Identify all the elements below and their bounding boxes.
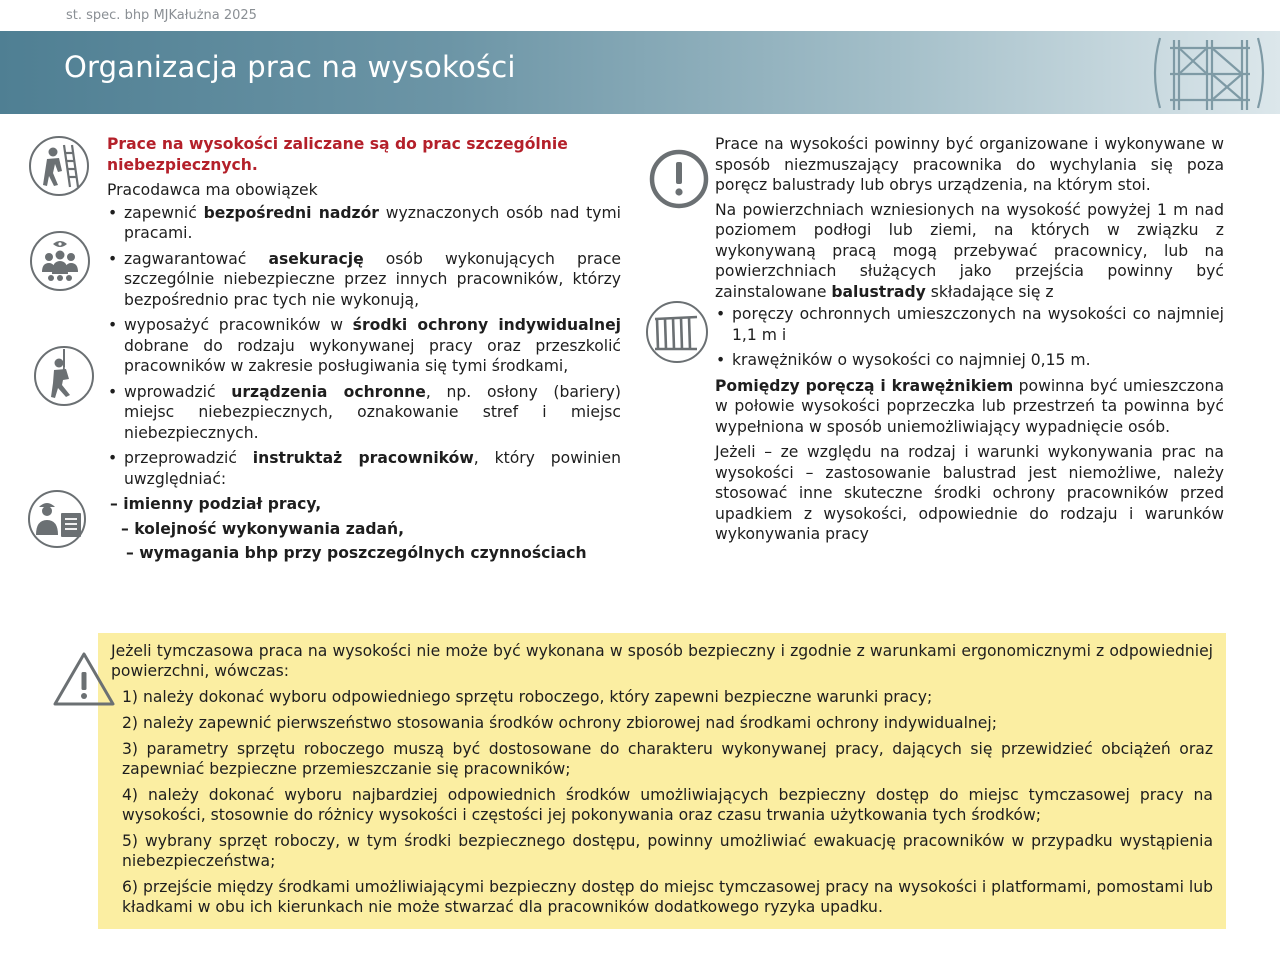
organization-paragraph: Prace na wysokości powinny być organizowane i wykonywane w sposób niezmuszający pracownika do wychylania się poza poręcz balustrady lub obrys urządzenia, na którym stoi.: [715, 135, 1224, 194]
instruction-item: – wymagania bhp przy poszczególnych czynnościach: [126, 544, 587, 562]
box-item: 6) przejście między środkami umożliwiającymi bezpieczny dostęp do miejsc tymczasowej pracy na wysokości i platformami, pomostami lub kładkami w obu ich kierunkach nie może stwarzać dla pracowników dodatkowego ryzyka upadku.: [122, 878, 1213, 916]
list-item: • przeprowadzić instruktaż pracowników, który powinien uwzględniać:: [107, 448, 621, 489]
balustrade-parts-list: [715, 304, 1224, 371]
people-supervision-icon: [29, 230, 91, 292]
warning-triangle-icon: [51, 650, 117, 708]
left-column: [107, 134, 621, 564]
list-item: • zapewnić bezpośredni nadzór wyznaczonych osób nad tymi pracami.: [107, 203, 621, 244]
box-item: 1) należy dokonać wyboru odpowiedniego sprzętu roboczego, który zapewni bezpieczne warunki pracy;: [122, 688, 933, 706]
temporary-work-text: [111, 641, 1213, 917]
crossbar-paragraph: Pomiędzy poręczą i krawężnikiem powinna być umieszczona w połowie wysokości poprzeczka lub przestrzeń ta powinna być wypełniona w sposób uniemożliwiający wypadnięcie osób.: [715, 376, 1224, 436]
list-item: • zagwarantować asekurację osób wykonujących prace szczególnie niebezpieczne przez innych pracowników, którzy bezpośrednio prac tych nie wykonują,: [107, 249, 621, 311]
list-item: • krawężników o wysokości co najmniej 0,15 m.: [715, 350, 1224, 371]
right-column: [715, 134, 1224, 545]
box-item: 2) należy zapewnić pierwszeństwo stosowania środków ochrony zbiorowej nad środkami ochrony indywidualnej;: [122, 714, 997, 732]
exclamation-circle-icon: [648, 148, 710, 210]
page-title: Organizacja prac na wysokości: [64, 50, 516, 84]
alternative-measures-paragraph: Jeżeli – ze względu na rodzaj i warunki wykonywania prac na wysokości – zastosowanie balustrad jest niemożliwe, należy stosować inne skuteczne środki ochrony pracowników przed upadkiem z wysokości, odpowiednie do rodzaju i warunków wykonywania pracy: [715, 443, 1224, 543]
instructor-icon: [27, 489, 91, 549]
list-item: • wyposażyć pracowników w środki ochrony indywidualnej dobrane do rodzaju wykonywanej pracy oraz przeszkolić pracowników w zakresie posługiwania się tymi środkami,: [107, 315, 621, 377]
box-intro: Jeżeli tymczasowa praca na wysokości nie może być wykonana w sposób bezpieczny i zgodnie z warunkami ergonomicznymi z odpowiedniej powierzchni, wówczas:: [111, 642, 1213, 680]
ladder-worker-icon: [28, 135, 90, 197]
box-item: 5) wybrany sprzęt roboczy, w tym środki bezpiecznego dostępu, powinny umożliwiać ewakuację pracowników w przypadku wystąpienia niebezpieczeństwa;: [122, 832, 1213, 870]
author-credit: st. spec. bhp MJKałużna 2025: [66, 8, 257, 23]
list-item: • poręczy ochronnych umieszczonych na wysokości co najmniej 1,1 m i: [715, 304, 1224, 345]
harness-worker-icon: [33, 345, 95, 407]
box-item: 3) parametry sprzętu roboczego muszą być dostosowane do charakteru wykonywanej pracy, dających się przewidzieć obciążeń oraz zapewniać bezpieczne przemieszczanie się pracowników;: [122, 740, 1213, 778]
railing-icon: [645, 300, 709, 364]
danger-heading: Prace na wysokości zaliczane są do prac szczególnie niebezpiecznych.: [107, 135, 568, 174]
list-item: • wprowadzić urządzenia ochronne, np. osłony (bariery) miejsc niebezpiecznych, oznakowanie stref i miejsc niebezpiecznych.: [107, 382, 621, 444]
balustrade-paragraph: Na powierzchniach wzniesionych na wysokość powyżej 1 m nad poziomem podłogi lub ziemi, na których w związku z wykonywaną pracą mogą przebywać pracownicy, lub na powierzchniach służących jako przejścia powinny być zainstalowane balustrady składające się z: [715, 200, 1224, 301]
instruction-item: – imienny podział pracy,: [110, 495, 322, 513]
employer-intro: Pracodawca ma obowiązek: [107, 181, 318, 199]
scaffold-icon: [1150, 34, 1268, 112]
box-item: 4) należy dokonać wyboru najbardziej odpowiednich środków umożliwiających bezpieczny dostęp do miejsc tymczasowej pracy na wysokości, stosownie do różnicy wysokości i częstości jej pokonywania oraz czasu trwania użytkowania tych środków;: [122, 786, 1213, 824]
instruction-item: – kolejność wykonywania zadań,: [121, 519, 405, 538]
employer-duties-list: [107, 203, 621, 490]
